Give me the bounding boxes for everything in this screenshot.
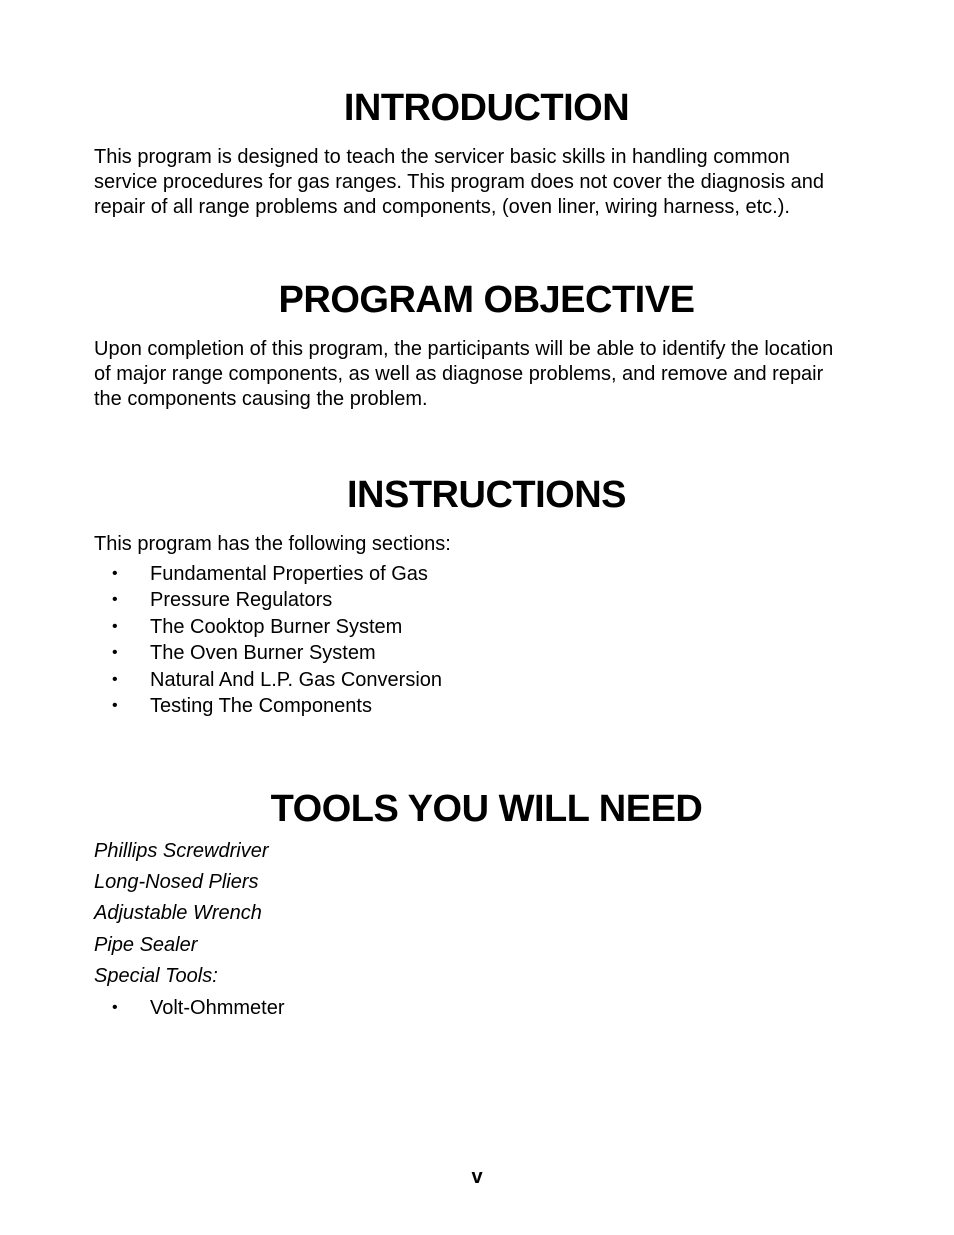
bullet-icon: • (112, 617, 118, 635)
tools-list (94, 836, 879, 992)
tools-heading: TOOLS YOU WILL NEED (270, 788, 703, 830)
bullet-icon: • (112, 696, 118, 714)
tool-item: Special Tools: (94, 964, 218, 987)
introduction-line: service procedures for gas ranges. This program does not cover the diagnosis and (94, 171, 825, 193)
list-item-label: Testing The Components (150, 694, 372, 717)
list-item (94, 667, 879, 693)
bullet-icon: • (112, 670, 118, 688)
tool-item: Adjustable Wrench (94, 902, 262, 925)
list-item-label: Volt-Ohmmeter (150, 997, 285, 1019)
list-item-label: The Cooktop Burner System (150, 615, 403, 638)
tool-item: Long-Nosed Pliers (94, 871, 259, 894)
list-item-label: Pressure Regulators (150, 589, 333, 612)
page-number: v (471, 1166, 483, 1188)
list-item (94, 995, 879, 1021)
introduction-line: repair of all range problems and components, (oven liner, wiring harness, etc.). (94, 196, 790, 218)
list-item (94, 587, 879, 613)
bullet-icon: • (112, 999, 118, 1016)
bullet-icon: • (112, 565, 118, 582)
instructions-intro: This program has the following sections: (94, 533, 451, 555)
bullet-icon: • (112, 644, 118, 662)
list-item-label: Fundamental Properties of Gas (150, 563, 428, 585)
instructions-heading: INSTRUCTIONS (347, 474, 626, 516)
tool-item: Pipe Sealer (94, 933, 198, 956)
introduction-paragraph (94, 145, 879, 220)
introduction-heading: INTRODUCTION (343, 87, 630, 129)
objective-paragraph (94, 337, 879, 412)
list-item (94, 614, 879, 640)
tool-item: Phillips Screwdriver (94, 840, 269, 862)
introduction-line: This program is designed to teach the servicer basic skills in handling common (94, 146, 790, 168)
list-item-label: The Oven Burner System (150, 642, 376, 665)
special-tools-list (94, 995, 879, 1021)
list-item (94, 561, 879, 587)
objective-line: of major range components, as well as diagnose problems, and remove and repair (94, 363, 824, 385)
list-item-label: Natural And L.P. Gas Conversion (150, 668, 443, 691)
objective-line: the components causing the problem. (94, 388, 428, 410)
list-item (94, 693, 879, 719)
instructions-section-list (94, 561, 879, 719)
bullet-icon: • (112, 591, 118, 609)
objective-line: Upon completion of this program, the participants will be able to identify the location (94, 338, 834, 360)
list-item (94, 640, 879, 666)
objective-heading: PROGRAM OBJECTIVE (278, 279, 695, 321)
